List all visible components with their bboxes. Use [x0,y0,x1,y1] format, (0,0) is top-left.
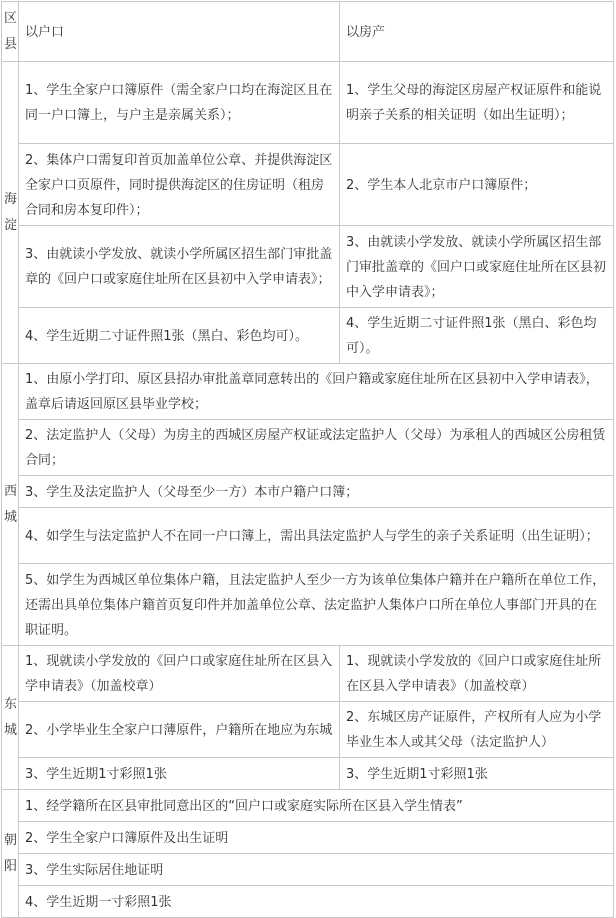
haidian-property-3: 3、由就读小学发放、就读小学所属区招生部门审批盖章的《回户口或家庭住址所在区县初中入学申请表》； [340,226,614,308]
haidian-row-2 [2,144,614,226]
chaoyang-item-2: 2、学生全家户口簿原件及出生证明 [19,822,614,854]
xicheng-item-2: 2、法定监护人（父母）为房主的西城区房屋产权证或法定监护人（父母）为承租人的西城区公房租赁合同； [19,420,614,476]
chaoyang-item-3: 3、学生实际居住地证明 [19,854,614,886]
xicheng-item-4: 4、如学生与法定监护人不在同一户口簿上，需出具法定监护人与学生的亲子关系证明（出生证明）； [19,508,614,564]
dongcheng-household-3: 3、学生近期1寸彩照1张 [19,758,340,790]
xicheng-item-5: 5、如学生为西城区单位集体户籍，且法定监护人至少一方为该单位集体户籍并在户籍所在单位工作，还需出具单位集体户籍首页复印件并加盖单位公章、法定监护人集体户口所在单位人事部门开具的在职证明。 [19,564,614,646]
dongcheng-household-1: 1、现就读小学发放的《回户口或家庭住址所在区县入学申请表》（加盖校章） [19,646,340,702]
haidian-household-2: 2、集体户口需复印首页加盖单位公章、并提供海淀区全家户口页原件，同时提供海淀区的住房证明（租房合同和房本复印件）； [19,144,340,226]
haidian-row-1 [2,62,614,144]
haidian-household-3: 3、由就读小学发放、就读小学所属区招生部门审批盖章的《回户口或家庭住址所在区县初中入学申请表》； [19,226,340,308]
header-row [2,2,614,62]
haidian-household-1: 1、学生全家户口簿原件（需全家户口均在海淀区且在同一户口簿上，与户主是亲属关系）； [19,62,340,144]
header-property: 以房产 [340,2,614,62]
district-xicheng: 西 城 [2,364,19,646]
dongcheng-row-2 [2,702,614,758]
haidian-property-4: 4、学生近期二寸证件照1张（黑白、彩色均可）。 [340,308,614,364]
xicheng-row-1 [2,364,614,420]
dongcheng-row-3 [2,758,614,790]
dongcheng-property-3: 3、学生近期1寸彩照1张 [340,758,614,790]
chaoyang-row-3 [2,854,614,886]
xicheng-row-3 [2,476,614,508]
haidian-row-4 [2,308,614,364]
xicheng-row-5 [2,564,614,646]
chaoyang-item-1: 1、经学籍所在区县审批同意出区的“回户口或家庭实际所在区县入学生情表” [19,790,614,822]
district-haidian: 海 淀 [2,62,19,364]
chaoyang-item-4: 4、学生近期一寸彩照1张 [19,886,614,918]
header-district: 区 县 [2,2,19,62]
chaoyang-row-1 [2,790,614,822]
xicheng-item-1: 1、由原小学打印、原区县招办审批盖章同意转出的《回户籍或家庭住址所在区县初中入学申请表》，盖章后请返回原区县毕业学校； [19,364,614,420]
haidian-property-2: 2、学生本人北京市户口簿原件； [340,144,614,226]
dongcheng-property-1: 1、现就读小学发放的《回户口或家庭住址所在区县入学申请表》（加盖校章） [340,646,614,702]
district-dongcheng: 东 城 [2,646,19,790]
chaoyang-row-4 [2,886,614,918]
haidian-row-3 [2,226,614,308]
haidian-property-1: 1、学生父母的海淀区房屋产权证原件和能说明亲子关系的相关证明（如出生证明）； [340,62,614,144]
dongcheng-row-1 [2,646,614,702]
header-household: 以户口 [19,2,340,62]
dongcheng-household-2: 2、小学毕业生全家户口薄原件，户籍所在地应为东城 [19,702,340,758]
chaoyang-row-2 [2,822,614,854]
xicheng-row-2 [2,420,614,476]
district-chaoyang: 朝 阳 [2,790,19,918]
xicheng-item-3: 3、学生及法定监护人（父母至少一方）本市户籍户口簿； [19,476,614,508]
haidian-household-4: 4、学生近期二寸证件照1张（黑白、彩色均可）。 [19,308,340,364]
enrollment-requirements-table [1,1,614,918]
xicheng-row-4 [2,508,614,564]
dongcheng-property-2: 2、东城区房产证原件，产权所有人应为小学毕业生本人或其父母（法定监护人） [340,702,614,758]
